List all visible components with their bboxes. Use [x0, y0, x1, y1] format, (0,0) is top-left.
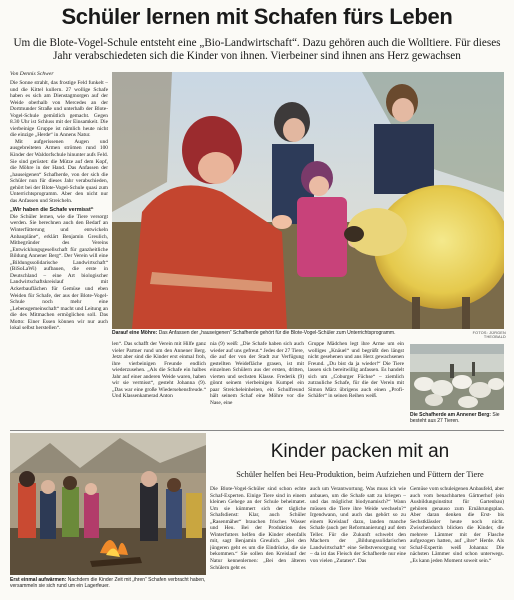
campfire-photo [10, 433, 206, 575]
sheep-herd-photo [410, 344, 504, 410]
article-column-1 [10, 80, 108, 425]
caption-text: Sie besteht aus 27 Tieren. [410, 412, 500, 424]
article-paragraph: Gemüse vom schuleigenen Anbaufeld, aber auch vom benachbarten Gärtnerhof (ein Ausbildungsinstitut für Gartenbau) gehören genauso zum Ernährungsplan. Aber daran denken die Erst- bis Sechstklässler heute noch nicht. Zwischendurch blicken die Kinder, die mehrere Lämmer mit der Flasche aufgezogen hatten, auf „ihre“ Herde. Als Schaf-Expertin weiß Johanna: Die nächsten Lämmer sind schon unterwegs. „Es kann jeden Moment soweit sein.“ [410, 486, 504, 565]
sheep-herd-caption [410, 412, 504, 424]
article-column-4 [308, 341, 404, 426]
article-paragraph: Die Schüler lernen, wie die Tiere versorgt werden. Sie berechnen auch den Bedarf an Winterfütterung und entwickeln Anbaupläne“, erklärt Benjamin Greulich, Mitbegründer des Vereins „Entwicklungsgesellschaft für ganzheitliche Bildung Annener Berg“. Der Verein will eine „Bildungssolidarische Landwirtschaft“ (BiSoLaWi) aufbauen, die erste in Deutschland – eine Art biologischer Landwirtschaftskreislauf mit Ackerbauflächen für Gemüse und eben Weiden für Schafe, der aus der Blote-Vogel-Schule noch mehr eine „Lebensgemeinschaft“ macht und Leitung an die des Mitmachen ermöglichen soll. Das Motto: Einer Essen können wir nur auch lokal selbst herstellen“. [10, 213, 108, 332]
main-photo-caption [112, 330, 442, 336]
campfire-caption [10, 577, 206, 589]
caption-lead: Darauf eine Möhre: [112, 330, 158, 336]
article2-column-3 [410, 486, 504, 592]
article2-column-2 [310, 486, 406, 592]
secondary-subhead: Schüler helfen bei Heu-Produktion, beim Aufziehen und Füttern der Tiere [236, 470, 484, 479]
photo-credit: FOTOS: JÜRGEN THEOBALD [472, 331, 506, 339]
article-paragraph: Mit aufgerissenen Augen und ausgebreiteten Armen strömen rund 100 Kinder der Waldorfschule hinunter aufs Feld. Sie sind gerüstet: die Mütze auf dem Kopf, die Möhre in der Hand. Das Anfassen der „hauseigenen“ Schafherde, von der sich die Schüler nun für dieses Jahr verabschieden, gehört bei der Blote-Vogel-Schule quasi zum Unterrichtsprogramm. Aber den nicht nur das Anfassen und Streicheln. [10, 138, 108, 204]
article-subhead: Um die Blote-Vogel-Schule entsteht eine „Bio-Landwirtschaft“. Dazu gehören auch die Wolltiere. Für dieses Jahr verabschiedeten sich die Kinder von ihnen. Vierbeiner sind ihnen ans Herz gewachsen [13, 37, 501, 62]
section-divider [10, 430, 504, 431]
caption-text: Nachdem die Kinder Zeit mit „ihren“ Schafen verbracht haben, versammeln sie sich rund um ein Lagerfeuer. [10, 577, 206, 589]
article-paragraph: Gruppe Mädchen legt ihre Arme um ein wolliges „Knäuel“ und begrüßt den längst nicht gesehenen und ans Herz gewachsenen Freund. „Du bist da ja wieder!“ Die Tiere lassen sich bereitwillig anfassen. Es handelt sich um „Coburger Füchse“ – ziemlich zutrauliche Schafe, für die der Verein mit Simon März übrigens auch einen „Profi-Schäfer“ in seinen Reihen weiß. [308, 341, 404, 400]
article-column-3 [210, 341, 304, 426]
secondary-headline: Kinder packen mit an [270, 441, 450, 462]
main-photo-children-with-sheep [112, 72, 504, 329]
section-heading: „Wir haben die Schafe vermisst“ [10, 207, 94, 214]
article2-column-1 [210, 486, 306, 592]
article-paragraph: Die Blote-Vogel-Schüler sind schon echte Schaf-Experten. Einige Tiere sind in einem kleinen Gehege an der Schule beheimatet. Um sie kümmert sich der tägliche Schafsdienst: Klar, auch Schüler „Rasenmäher“ brauchen frisches Wasser und Heu. Bei der Produktion des Winterfutters helfen die Kinder ebenfalls mit, sagt Benjamin Greulich. „Bei den jüngeren geht es um die Eindrücke, die sie bekommen.“ Sie sollen den Kreislauf der Natur kennenlernen: „Bei den älteren Schülern geht es [210, 486, 306, 571]
article-column-2 [112, 341, 206, 426]
article-paragraph: Die Sonne strahlt, das frostige Feld funkelt – und die Kittel kullern. 27 wollige Schafe haben es sich am Dienstagmorgen auf der Weide oberhalb von Mercedes an der Dortmunder Straße und unterhalb der Blote-Vogel-Schule gemütlich gemacht. Gegen 8.30 Uhr ist Schluss mit der Einsamkeit. Die vierbeinige Gruppe ist nämlich heute nicht die einzige „Herde“ in Annens Natur. [10, 80, 108, 139]
caption-lead: Die Schafherde am Annener Berg: [410, 412, 491, 418]
caption-lead: Erst einmal aufwärmen: [10, 577, 67, 583]
article-paragraph: nia (9) weiß: „Die Schafe haben sich auch wieder auf uns gefreut.“ Jedes der 27 Tiere, die auf der von der Stadt zur Verfügung gestellten Weidefläche grasen, ist mit einzelnen Schülern aus der ersten, dritten, vierten und sechsten Klasse. Frederik (9) gönnt seinem vierbeinigen Kumpel ein paar Streicheleinheiten, ein Schulfreund hält seinem Schaf eine Möhre vor die Nase, eine [210, 341, 304, 406]
byline: Von Dennis Schwer [10, 71, 54, 77]
page-headline: Schüler lernen mit Schafen fürs Leben [61, 4, 453, 29]
caption-text: Das Anfassen der „hauseigenen“ Schafherde gehört für die Blote-Vogel-Schüler zum Unterrichtsprogramm. [158, 330, 396, 336]
article-paragraph: len“. Das schafft der Verein mit Hilfe ganz vieler Partner rund um den Annener Berg. Jetzt aber sind die Kinder erst einmal froh, ihre vierbeinigen Freunde endlich wiederzusehen. „Als die Schafe ein halbes Jahr auf einer anderen Weide waren, haben wir sie vermisst“, gesteht Johanna (9). „Das war eine große Wiedersehensfreude.“ Und Klassenkamerad Anton [112, 341, 206, 400]
article-paragraph: auch um Verantwortung. Was muss ich wie anbauen, um die Schafe satt zu kriegen – und das möglichst biodynamisch?“ Wann müssen die Tiere ihre Weide wechseln?“ Irgendwann, und auch das gehört so zu einem Kreislauf dazu, landen manche Schafe (auch per Reformanierung) auf dem Teller. Für die Zukunft schwebt den Machern der „Bildungssolidarischen Landwirtschaft“ eine Selbstversorgung vor – da ist das Fleisch der Schafherde nur eine von vielen „Zutaten“. Das [310, 486, 406, 565]
